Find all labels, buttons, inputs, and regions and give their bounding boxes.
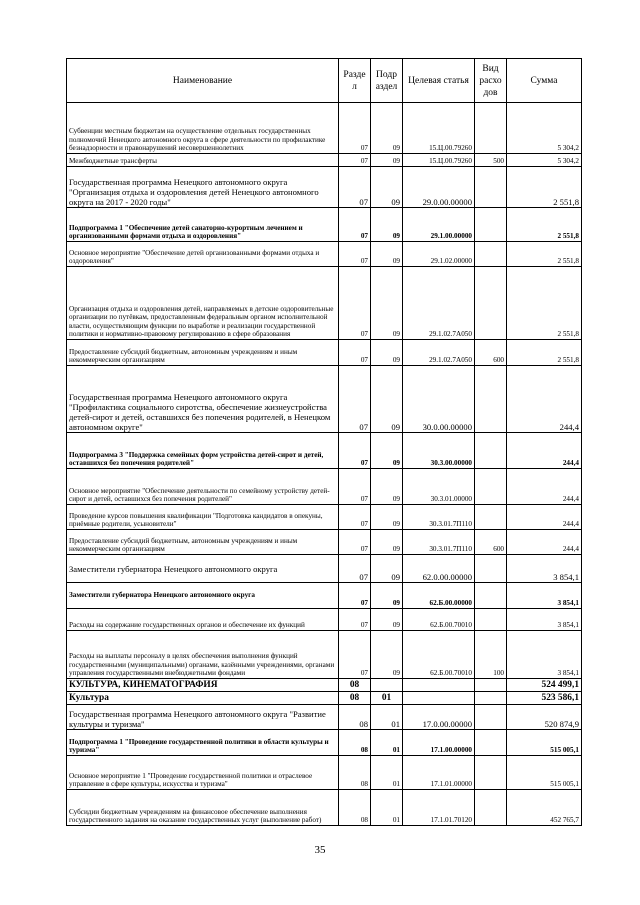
row-name: Государственная программа Ненецкого автономного округа "Профилактика социального сиротства, обеспечение жизнеустройства детей-сирот и детей, оставшихся без попечения родителей, в Ненецком автономном округе" bbox=[67, 366, 339, 433]
row-target-article: 30.3.01.7П110 bbox=[403, 530, 475, 555]
row-name: Заместители губернатора Ненецкого автономного округа bbox=[67, 583, 339, 609]
table-row bbox=[67, 679, 582, 692]
row-name: Предоставление субсидий бюджетным, автономным учреждениям и иным некоммерческим организациям bbox=[67, 340, 339, 366]
row-subsection: 09 bbox=[371, 555, 403, 583]
row-subsection: 09 bbox=[371, 267, 403, 340]
row-subsection: 09 bbox=[371, 433, 403, 469]
row-section: 07 bbox=[339, 631, 371, 679]
page-number: 35 bbox=[314, 844, 326, 856]
table-row bbox=[67, 583, 582, 609]
row-sum: 5 304,2 bbox=[507, 154, 582, 167]
row-expense-type bbox=[475, 433, 507, 469]
row-name: Заместители губернатора Ненецкого автономного округа bbox=[67, 555, 339, 583]
row-subsection: 01 bbox=[371, 790, 403, 826]
row-subsection: 09 bbox=[371, 505, 403, 530]
row-expense-type: 600 bbox=[475, 530, 507, 555]
table-row bbox=[67, 242, 582, 267]
row-sum: 515 005,1 bbox=[507, 730, 582, 756]
row-expense-type bbox=[475, 692, 507, 705]
header-name: Наименование bbox=[67, 59, 339, 103]
row-name: Государственная программа Ненецкого автономного округа "Организация отдыха и оздоровления детей Ненецкого автономного округа на 2017 - 2020 годы" bbox=[67, 167, 339, 208]
row-target-article: 29.1.00.00000 bbox=[403, 208, 475, 242]
header-sum: Сумма bbox=[507, 59, 582, 103]
row-target-article: 17.1.01.00000 bbox=[403, 756, 475, 790]
row-target-article: 17.1.00.00000 bbox=[403, 730, 475, 756]
row-sum: 2 551,8 bbox=[507, 167, 582, 208]
row-expense-type bbox=[475, 505, 507, 530]
table-row bbox=[67, 609, 582, 631]
row-sum: 520 874,9 bbox=[507, 705, 582, 730]
row-sum: 3 854,1 bbox=[507, 631, 582, 679]
row-sum: 5 304,2 bbox=[507, 103, 582, 154]
row-subsection bbox=[371, 679, 403, 692]
table-row bbox=[67, 530, 582, 555]
row-section: 07 bbox=[339, 530, 371, 555]
row-subsection: 09 bbox=[371, 469, 403, 505]
row-name: Государственная программа Ненецкого автономного округа "Развитие культуры и туризма" bbox=[67, 705, 339, 730]
row-name: Культура bbox=[67, 692, 339, 705]
row-expense-type: 600 bbox=[475, 340, 507, 366]
row-target-article bbox=[403, 692, 475, 705]
row-section: 07 bbox=[339, 154, 371, 167]
row-subsection: 09 bbox=[371, 340, 403, 366]
row-subsection: 09 bbox=[371, 530, 403, 555]
row-name: Проведение курсов повышения квалификации "Подготовка кандидатов в опекуны, приёмные родители, усыновители" bbox=[67, 505, 339, 530]
table-row bbox=[67, 167, 582, 208]
row-name: Основное мероприятие "Обеспечение детей организованными формами отдыха и оздоровления" bbox=[67, 242, 339, 267]
row-name: Основное мероприятие 1 "Проведение государственной политики и отраслевое управление в сфере культуры, искусства и туризма" bbox=[67, 756, 339, 790]
row-subsection: 01 bbox=[371, 705, 403, 730]
budget-table bbox=[66, 58, 582, 826]
row-section: 08 bbox=[339, 790, 371, 826]
table-row bbox=[67, 555, 582, 583]
row-subsection: 09 bbox=[371, 583, 403, 609]
row-name: Расходы на содержание государственных органов и обеспечение их функций bbox=[67, 609, 339, 631]
row-section: 07 bbox=[339, 433, 371, 469]
row-sum: 2 551,8 bbox=[507, 340, 582, 366]
row-sum: 2 551,8 bbox=[507, 267, 582, 340]
row-name: КУЛЬТУРА, КИНЕМАТОГРАФИЯ bbox=[67, 679, 339, 692]
table-row bbox=[67, 631, 582, 679]
row-section: 07 bbox=[339, 267, 371, 340]
table-row bbox=[67, 469, 582, 505]
row-expense-type: 100 bbox=[475, 631, 507, 679]
row-name: Подпрограмма 1 "Проведение государственной политики в области культуры и туризма" bbox=[67, 730, 339, 756]
row-target-article: 15.Ц.00.79260 bbox=[403, 103, 475, 154]
header-target-article: Целевая статья bbox=[403, 59, 475, 103]
row-expense-type bbox=[475, 609, 507, 631]
row-expense-type bbox=[475, 242, 507, 267]
row-sum: 3 854,1 bbox=[507, 609, 582, 631]
table-header-row bbox=[67, 59, 582, 103]
row-target-article: 17.0.00.00000 bbox=[403, 705, 475, 730]
table-row bbox=[67, 790, 582, 826]
table-row bbox=[67, 208, 582, 242]
row-expense-type bbox=[475, 730, 507, 756]
row-subsection: 09 bbox=[371, 167, 403, 208]
row-section: 07 bbox=[339, 366, 371, 433]
row-section: 08 bbox=[339, 756, 371, 790]
row-section: 07 bbox=[339, 469, 371, 505]
row-sum: 244,4 bbox=[507, 366, 582, 433]
row-expense-type bbox=[475, 366, 507, 433]
row-name: Подпрограмма 3 "Поддержка семейных форм устройства детей-сирот и детей, оставшихся без попечения родителей" bbox=[67, 433, 339, 469]
row-section: 07 bbox=[339, 103, 371, 154]
row-expense-type bbox=[475, 705, 507, 730]
table-row bbox=[67, 103, 582, 154]
row-expense-type bbox=[475, 583, 507, 609]
row-expense-type bbox=[475, 790, 507, 826]
table-row bbox=[67, 505, 582, 530]
row-sum: 3 854,1 bbox=[507, 555, 582, 583]
row-section: 07 bbox=[339, 242, 371, 267]
row-section: 08 bbox=[339, 705, 371, 730]
row-section: 07 bbox=[339, 555, 371, 583]
row-sum: 244,4 bbox=[507, 433, 582, 469]
row-subsection: 09 bbox=[371, 366, 403, 433]
table-row bbox=[67, 730, 582, 756]
header-section: Разде л bbox=[339, 59, 371, 103]
row-target-article bbox=[403, 679, 475, 692]
row-target-article: 29.1.02.7А050 bbox=[403, 267, 475, 340]
row-expense-type bbox=[475, 103, 507, 154]
row-subsection: 09 bbox=[371, 631, 403, 679]
header-subsection: Подр аздел bbox=[371, 59, 403, 103]
row-name: Подпрограмма 1 "Обеспечение детей санаторно-курортным лечением и организованными формами отдыха и оздоровления" bbox=[67, 208, 339, 242]
row-sum: 524 499,1 bbox=[507, 679, 582, 692]
row-section: 07 bbox=[339, 340, 371, 366]
row-section: 08 bbox=[339, 679, 371, 692]
row-subsection: 09 bbox=[371, 154, 403, 167]
row-expense-type bbox=[475, 756, 507, 790]
row-target-article: 62.Б.00.70010 bbox=[403, 631, 475, 679]
row-subsection: 09 bbox=[371, 103, 403, 154]
row-name: Основное мероприятие "Обеспечение деятельности по семейному устройству детей-сирот и детей, оставшихся без попечения родителей" bbox=[67, 469, 339, 505]
row-target-article: 62.Б.00.70010 bbox=[403, 609, 475, 631]
row-subsection: 01 bbox=[371, 756, 403, 790]
row-target-article: 30.0.00.00000 bbox=[403, 366, 475, 433]
header-expense-type: Вид расхо дов bbox=[475, 59, 507, 103]
row-section: 08 bbox=[339, 692, 371, 705]
row-subsection: 09 bbox=[371, 242, 403, 267]
row-expense-type bbox=[475, 555, 507, 583]
row-target-article: 29.1.02.7А050 bbox=[403, 340, 475, 366]
table-row bbox=[67, 366, 582, 433]
row-sum: 244,4 bbox=[507, 530, 582, 555]
row-section: 07 bbox=[339, 609, 371, 631]
table-row bbox=[67, 433, 582, 469]
table-row bbox=[67, 267, 582, 340]
row-name: Расходы на выплаты персоналу в целях обеспечения выполнения функций государственными (муниципальными) органами, казёнными учреждениями, органами управления государственными внебюджетными фондами bbox=[67, 631, 339, 679]
row-subsection: 09 bbox=[371, 609, 403, 631]
row-name: Субсидии бюджетным учреждениям на финансовое обеспечение выполнения государственного задания на оказание государственных услуг (выполнение работ) bbox=[67, 790, 339, 826]
row-target-article: 17.1.01.70120 bbox=[403, 790, 475, 826]
table-row bbox=[67, 340, 582, 366]
row-target-article: 30.3.00.00000 bbox=[403, 433, 475, 469]
row-name: Предоставление субсидий бюджетным, автономным учреждениям и иным некоммерческим организациям bbox=[67, 530, 339, 555]
row-sum: 244,4 bbox=[507, 469, 582, 505]
table-row bbox=[67, 705, 582, 730]
row-target-article: 62.0.00.00000 bbox=[403, 555, 475, 583]
row-section: 07 bbox=[339, 167, 371, 208]
row-name: Межбюджетные трансферты bbox=[67, 154, 339, 167]
row-target-article: 30.3.01.7П110 bbox=[403, 505, 475, 530]
table-row bbox=[67, 692, 582, 705]
row-expense-type: 500 bbox=[475, 154, 507, 167]
row-subsection: 01 bbox=[371, 730, 403, 756]
row-expense-type bbox=[475, 469, 507, 505]
row-expense-type bbox=[475, 679, 507, 692]
row-sum: 2 551,8 bbox=[507, 242, 582, 267]
row-expense-type bbox=[475, 208, 507, 242]
row-subsection: 01 bbox=[371, 692, 403, 705]
row-name: Субвенции местным бюджетам на осуществление отдельных государственных полномочий Ненецкого автономного округа в сфере деятельности по профилактике безнадзорности и правонарушений несовершеннолетних bbox=[67, 103, 339, 154]
row-subsection: 09 bbox=[371, 208, 403, 242]
row-target-article: 29.1.02.00000 bbox=[403, 242, 475, 267]
table-row bbox=[67, 154, 582, 167]
row-expense-type bbox=[475, 167, 507, 208]
row-target-article: 29.0.00.00000 bbox=[403, 167, 475, 208]
row-sum: 2 551,8 bbox=[507, 208, 582, 242]
row-target-article: 30.3.01.00000 bbox=[403, 469, 475, 505]
row-expense-type bbox=[475, 267, 507, 340]
row-section: 08 bbox=[339, 730, 371, 756]
row-section: 07 bbox=[339, 208, 371, 242]
row-sum: 3 854,1 bbox=[507, 583, 582, 609]
row-sum: 452 765,7 bbox=[507, 790, 582, 826]
row-name: Организация отдыха и оздоровления детей, направляемых в детские оздоровительные организации по путёвкам, предоставленным федеральным органом исполнительной власти, осуществляющим функции по выработке и реализации государственной политики и нормативно-правовому регулированию в сфере образования bbox=[67, 267, 339, 340]
row-target-article: 15.Ц.00.79260 bbox=[403, 154, 475, 167]
row-sum: 523 586,1 bbox=[507, 692, 582, 705]
row-sum: 244,4 bbox=[507, 505, 582, 530]
row-sum: 515 005,1 bbox=[507, 756, 582, 790]
row-target-article: 62.Б.00.00000 bbox=[403, 583, 475, 609]
table-row bbox=[67, 756, 582, 790]
row-section: 07 bbox=[339, 583, 371, 609]
row-section: 07 bbox=[339, 505, 371, 530]
